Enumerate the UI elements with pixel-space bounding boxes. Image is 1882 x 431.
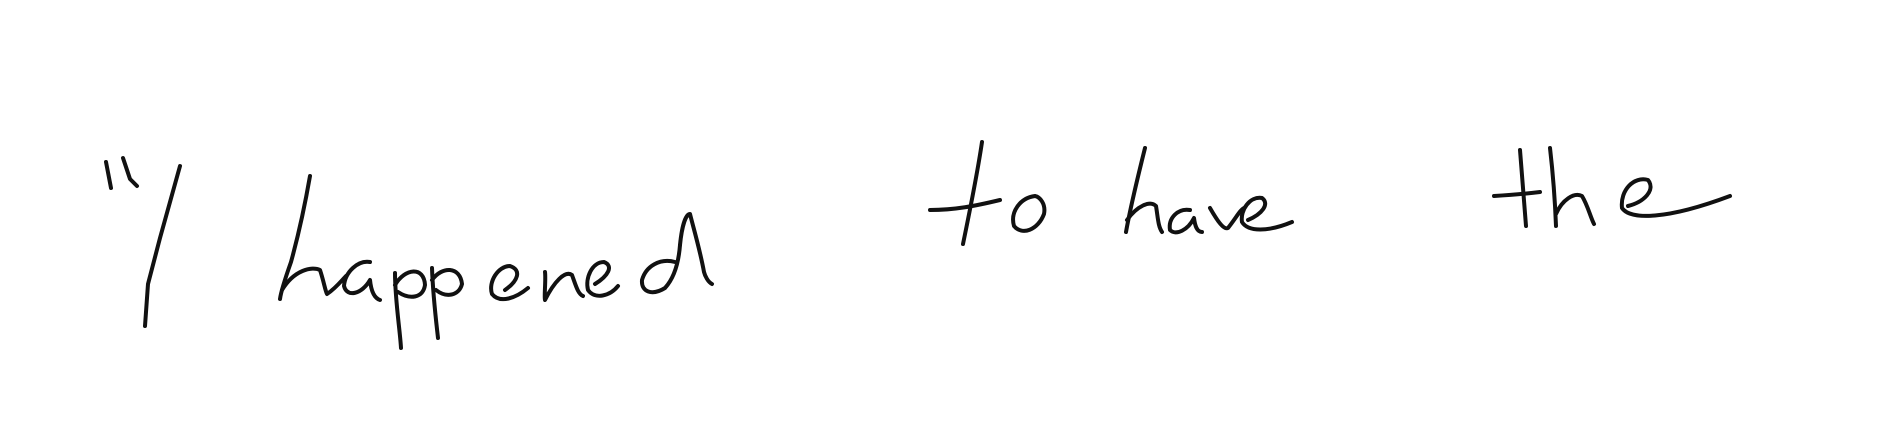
word-the [1494, 148, 1730, 226]
word-happened [280, 176, 712, 348]
word-have [1126, 148, 1292, 232]
word-to [930, 142, 1044, 244]
word-quote-i [106, 158, 180, 326]
